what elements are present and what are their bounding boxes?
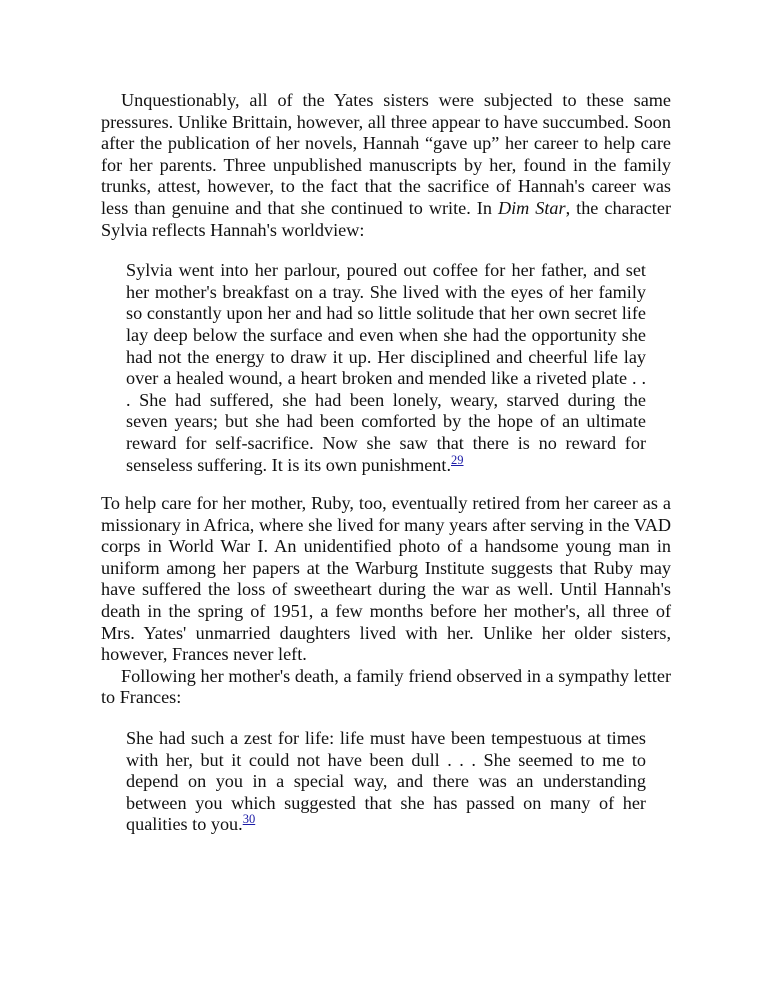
block-quote-sympathy-letter <box>101 728 671 836</box>
paragraph-text-end: , the character Sylvia reflects Hannah's worldview: <box>101 197 671 240</box>
quote-text: Sylvia went into her parlour, poured out coffee for her father, and set her mother's breakfast on a tray. She lived with the eyes of her family so constantly upon her and had so little solitude that her own secret life lay deep below the surface and even when she had the opportunity she had not the energy to draw it up. Her disciplined and cheerful life lay over a healed wound, a heart broken and mended like a riveted plate . . . She had suffered, she had been lonely, weary, starved during the seven years; but she had been comforted by the hope of an ultimate reward for self-sacrifice. Now she saw that there is no reward for senseless suffering. It is its own punishment. <box>126 260 646 475</box>
paragraph-yates-sisters <box>101 90 671 241</box>
paragraph-mother-death: Following her mother's death, a family friend observed in a sympathy letter to Frances: <box>101 665 671 708</box>
paragraph-ruby: To help care for her mother, Ruby, too, eventually retired from her career as a missionary in Africa, where she lived for many years after serving in the VAD corps in World War I. An unidentified photo of a handsome young man in uniform among her papers at the Warburg Institute suggests that Ruby may have suffered the loss of sweetheart during the war as well. Until Hannah's death in the spring of 1951, a few months before her mother's, all three of Mrs. Yates' unmarried daughters lived with her. Unlike her older sisters, however, Frances never left. <box>101 493 671 665</box>
document-page <box>101 90 671 836</box>
footnote-link-29[interactable]: 29 <box>451 452 464 467</box>
block-quote-dim-star <box>101 260 671 476</box>
book-title: Dim Star <box>497 197 566 218</box>
paragraph-text: Unquestionably, all of the Yates sisters were subjected to these same pressures. Unlike Brittain, however, all three appear to have succumbed. Soon after the publication of her novels, Hannah “gave up” her career to help care for her parents. Three unpublished manuscripts by her, found in the family trunks, attest, however, to the fact that the sacrifice of Hannah's career was less than genuine and that she continued to write. In <box>101 90 671 218</box>
footnote-link-30[interactable]: 30 <box>242 812 256 827</box>
quote-text: She had such a zest for life: life must have been tempestuous at times with her, but it could not have been dull . . . She seemed to me to depend on you in a special way, and there was an understanding between you which suggested that she has passed on many of her qualities to you. <box>126 728 646 835</box>
